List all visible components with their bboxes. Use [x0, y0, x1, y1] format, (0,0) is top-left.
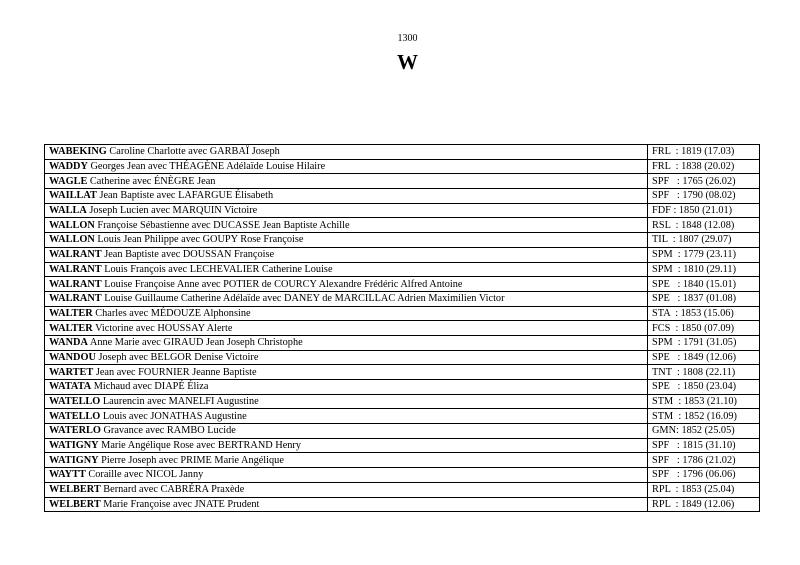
table-row [45, 203, 760, 218]
surname: WALLON [49, 234, 95, 246]
parish-date-cell: FRL : 1838 (20.02) [648, 159, 760, 174]
table-row [45, 159, 760, 174]
couple-cell [45, 335, 648, 350]
surname: WATIGNY [49, 454, 99, 466]
couple-details: Louis avec JONATHAS Augustine [102, 410, 247, 422]
couple-cell [45, 203, 648, 218]
surname: WATATA [49, 381, 92, 393]
table-row [45, 218, 760, 233]
surname: WABEKING [49, 146, 107, 158]
surname: WADDY [49, 161, 88, 173]
couple-cell [45, 218, 648, 233]
couple-details: Joseph Lucien avec MARQUIN Victoire [89, 205, 258, 217]
couple-cell [45, 453, 648, 468]
couple-details: Joseph avec BELGOR Denise Victoire [98, 351, 259, 363]
couple-details: Marie Angélique Rose avec BERTRAND Henry [101, 440, 302, 452]
surname: WATELLO [49, 410, 101, 422]
couple-cell [45, 291, 648, 306]
couple-cell [45, 394, 648, 409]
couple-cell [45, 350, 648, 365]
table-row [45, 453, 760, 468]
parish-date-cell: SPF : 1786 (21.02) [648, 453, 760, 468]
table-row [45, 189, 760, 204]
couple-details: Louise Françoise Anne avec POTIER de COURCY Alexandre Frédéric Alfred Antoine [104, 278, 463, 290]
couple-cell [45, 424, 648, 439]
table-row [45, 321, 760, 336]
parish-date-cell: STM : 1853 (21.10) [648, 394, 760, 409]
couple-cell [45, 380, 648, 395]
couple-cell [45, 482, 648, 497]
surname: WALTER [49, 307, 93, 319]
table-row [45, 409, 760, 424]
couple-cell [45, 189, 648, 204]
couple-details: Michaud avec DIAPÉ Éliza [93, 381, 209, 393]
letter-heading: W [397, 50, 418, 74]
parish-date-cell: SPM : 1810 (29.11) [648, 262, 760, 277]
parish-date-cell: RPL : 1853 (25.04) [648, 482, 760, 497]
couple-cell [45, 233, 648, 248]
surname: WANDOU [49, 351, 96, 363]
parish-date-cell: FDF : 1850 (21.01) [648, 203, 760, 218]
table-row [45, 424, 760, 439]
table-row [45, 335, 760, 350]
surname: WALRANT [49, 278, 102, 290]
table-row [45, 145, 760, 160]
table-row [45, 306, 760, 321]
table-row [45, 174, 760, 189]
parish-date-cell: RSL : 1848 (12.08) [648, 218, 760, 233]
surname: WANDA [49, 337, 88, 349]
parish-date-cell: TNT : 1808 (22.11) [648, 365, 760, 380]
couple-details: Coraille avec NICOL Janny [88, 469, 204, 481]
table-row [45, 468, 760, 483]
couple-cell [45, 145, 648, 160]
couple-details: Jean Baptiste avec LAFARGUE Élisabeth [99, 190, 274, 202]
parish-date-cell: SPE : 1837 (01.08) [648, 291, 760, 306]
table-row [45, 350, 760, 365]
couple-cell [45, 277, 648, 292]
couple-cell [45, 262, 648, 277]
couple-details: Laurencin avec MANELFI Augustine [102, 396, 259, 408]
table-row [45, 365, 760, 380]
couple-cell [45, 159, 648, 174]
couple-cell [45, 174, 648, 189]
table-row [45, 291, 760, 306]
couple-cell [45, 306, 648, 321]
couple-details: Jean Baptiste avec DOUSSAN Françoise [104, 249, 275, 261]
couple-details: Louis François avec LECHEVALIER Catherine Louise [104, 263, 333, 275]
parish-date-cell: SPM : 1779 (23.11) [648, 247, 760, 262]
couple-details: Victorine avec HOUSSAY Alerte [95, 322, 233, 334]
parish-date-cell: FRL : 1819 (17.03) [648, 145, 760, 160]
surname: WELBERT [49, 484, 101, 496]
couple-cell [45, 409, 648, 424]
parish-date-cell: STM : 1852 (16.09) [648, 409, 760, 424]
surname: WAYTT [49, 469, 86, 481]
parish-date-cell: FCS : 1850 (07.09) [648, 321, 760, 336]
surname: WALLON [49, 219, 95, 231]
parish-date-cell: SPF : 1815 (31.10) [648, 438, 760, 453]
parish-date-cell: SPE : 1849 (12.06) [648, 350, 760, 365]
surname: WAILLAT [49, 190, 97, 202]
table-row [45, 247, 760, 262]
parish-date-cell: SPF : 1790 (08.02) [648, 189, 760, 204]
table-row [45, 277, 760, 292]
parish-date-cell: RPL : 1849 (12.06) [648, 497, 760, 512]
table-row [45, 394, 760, 409]
surname: WATIGNY [49, 440, 99, 452]
surname: WATELLO [49, 396, 101, 408]
couple-details: Georges Jean avec THÉAGÈNE Adélaïde Louise Hilaire [90, 161, 326, 173]
couple-details: Catherine avec ÉNÈGRE Jean [89, 175, 216, 187]
couple-cell [45, 468, 648, 483]
marriage-register-table [44, 144, 760, 512]
table-row [45, 380, 760, 395]
couple-details: Pierre Joseph avec PRIME Marie Angélique [101, 454, 284, 466]
surname: WAGLE [49, 175, 88, 187]
page-number: 1300 [397, 33, 418, 44]
parish-date-cell: GMN: 1852 (25.05) [648, 424, 760, 439]
couple-details: Louise Guillaume Catherine Adélaïde avec DANEY de MARCILLAC Adrien Maximilien Victor [104, 293, 505, 305]
couple-cell [45, 247, 648, 262]
couple-details: Jean avec FOURNIER Jeanne Baptiste [95, 366, 257, 378]
surname: WALLA [49, 205, 87, 217]
parish-date-cell: SPE : 1850 (23.04) [648, 380, 760, 395]
couple-cell [45, 321, 648, 336]
surname: WALRANT [49, 293, 102, 305]
couple-details: Marie Françoise avec JNATE Prudent [103, 498, 260, 510]
parish-date-cell: SPF : 1796 (06.06) [648, 468, 760, 483]
table-row [45, 482, 760, 497]
table-row [45, 438, 760, 453]
couple-cell [45, 438, 648, 453]
parish-date-cell: SPM : 1791 (31.05) [648, 335, 760, 350]
couple-details: Caroline Charlotte avec GARBAÏ Joseph [109, 146, 280, 158]
couple-details: Bernard avec CABRÉRA Praxède [103, 484, 245, 496]
table-row [45, 233, 760, 248]
surname: WATERLO [49, 425, 101, 437]
parish-date-cell: SPE : 1840 (15.01) [648, 277, 760, 292]
parish-date-cell: STA : 1853 (15.06) [648, 306, 760, 321]
couple-cell [45, 365, 648, 380]
couple-details: Gravance avec RAMBO Lucide [103, 425, 236, 437]
couple-cell [45, 497, 648, 512]
surname: WELBERT [49, 498, 101, 510]
couple-details: Françoise Sébastienne avec DUCASSE Jean Baptiste Achille [97, 219, 350, 231]
table-row [45, 262, 760, 277]
surname: WALRANT [49, 249, 102, 261]
table-row [45, 497, 760, 512]
couple-details: Charles avec MÉDOUZE Alphonsine [95, 307, 251, 319]
couple-details: Anne Marie avec GIRAUD Jean Joseph Christophe [89, 337, 303, 349]
surname: WARTET [49, 366, 94, 378]
parish-date-cell: SPF : 1765 (26.02) [648, 174, 760, 189]
couple-details: Louis Jean Philippe avec GOUPY Rose Françoise [97, 234, 304, 246]
parish-date-cell: TIL : 1807 (29.07) [648, 233, 760, 248]
surname: WALTER [49, 322, 93, 334]
surname: WALRANT [49, 263, 102, 275]
